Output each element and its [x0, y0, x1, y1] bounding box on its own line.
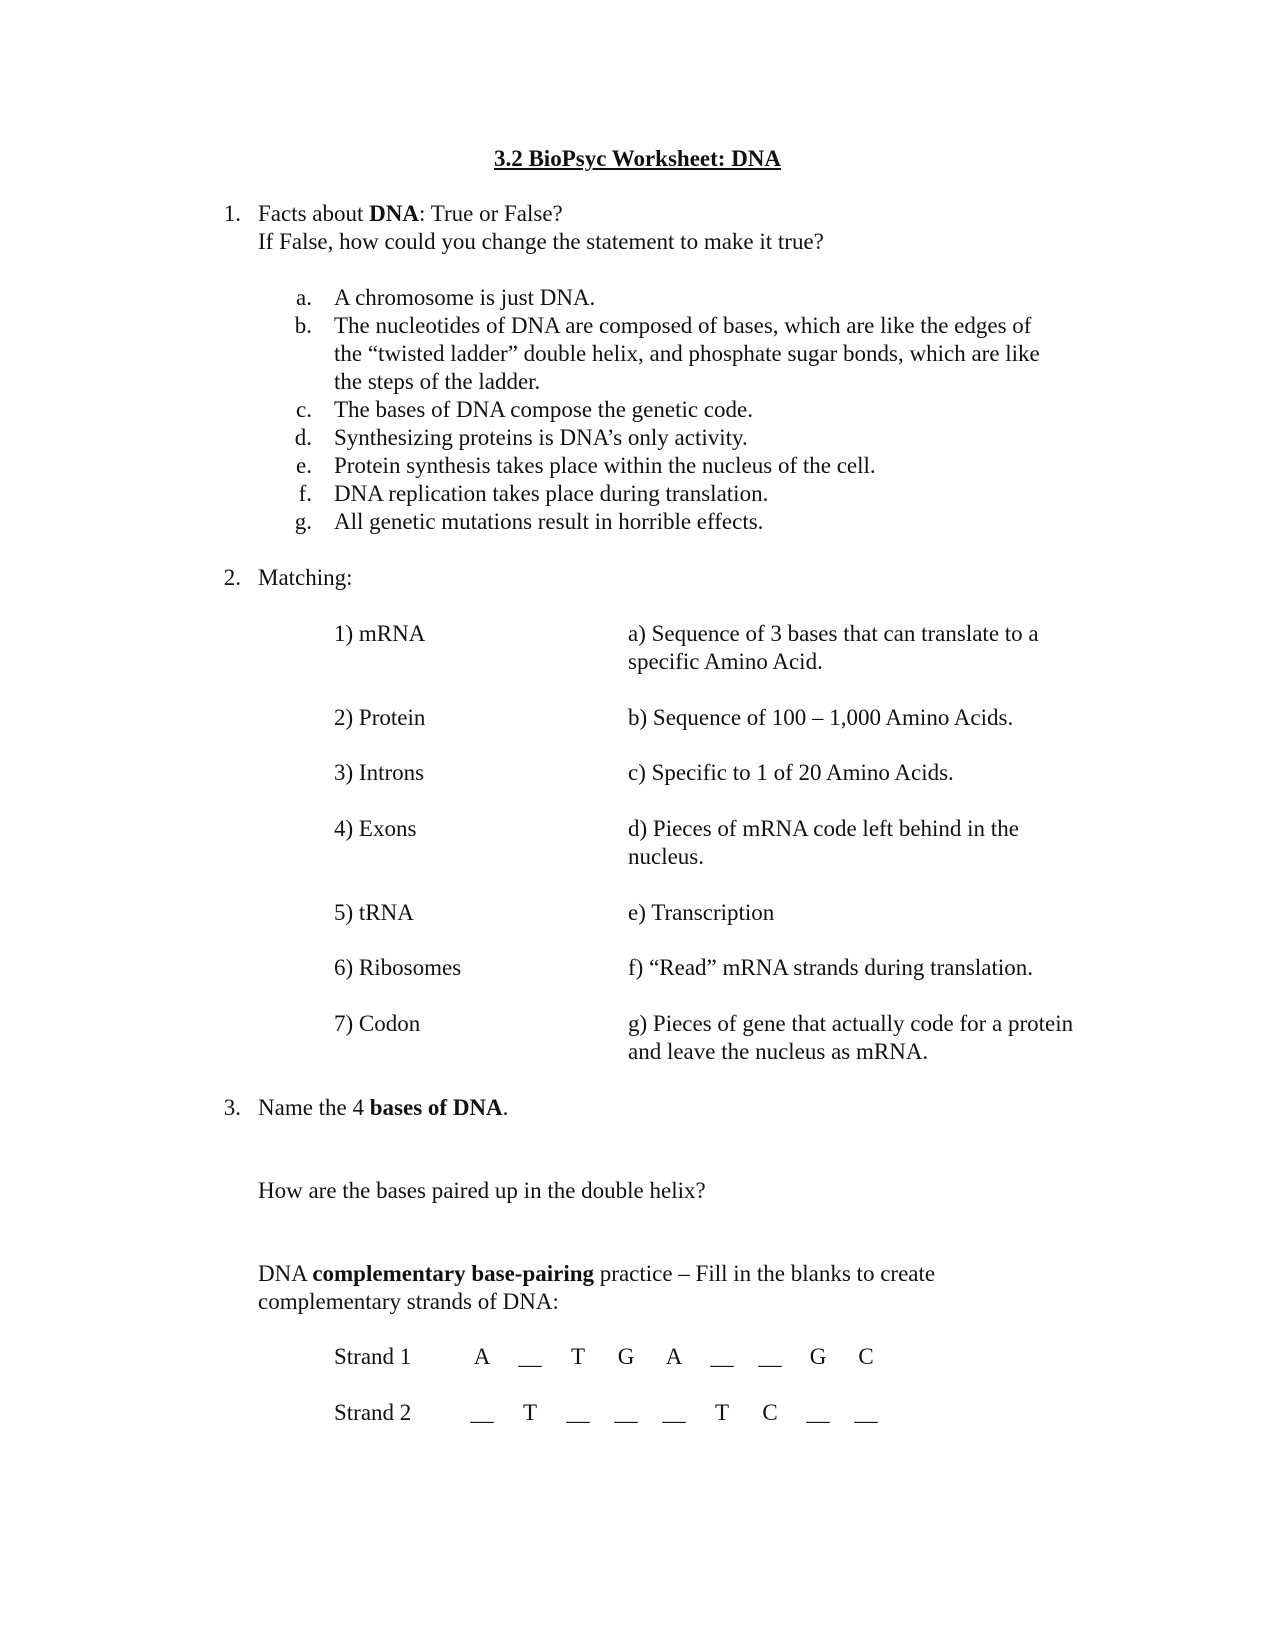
matching-definition: d) Pieces of mRNA code left behind in the nucleus.	[628, 816, 1019, 869]
matching-term: 2) Protein	[334, 705, 426, 730]
q1-item-text: The bases of DNA compose the genetic code.	[334, 397, 753, 422]
q3-prompt	[258, 1094, 508, 1122]
q1-item-text: All genetic mutations result in horrible effects.	[334, 509, 764, 534]
strand-1-base: C	[858, 1344, 874, 1369]
matching-definition: b) Sequence of 100 – 1,000 Amino Acids.	[628, 705, 1014, 730]
q1-item-text: The nucleotides of DNA are composed of bases, which are like the edges of the “twisted ladder” double helix, and phosphate sugar bonds, which are like the steps of the ladder.	[334, 313, 1040, 394]
strand-1-base: A	[665, 1344, 683, 1369]
matching-term: 6) Ribosomes	[334, 955, 462, 980]
q1-instruction: If False, how could you change the statement to make it true?	[258, 229, 824, 254]
worksheet-title: 3.2 BioPsyc Worksheet: DNA	[493, 146, 782, 171]
q3-prompt-pre: Name the 4	[258, 1095, 370, 1120]
pairing-question: How are the bases paired up in the double helix?	[258, 1178, 706, 1203]
strand-2-base: T	[522, 1400, 538, 1425]
strand-2-blank: __	[806, 1400, 830, 1425]
q1-number: 1.	[223, 201, 241, 226]
matching-definition: g) Pieces of gene that actually code for a protein and leave the nucleus as mRNA.	[628, 1011, 1074, 1064]
practice-instructions	[258, 1260, 1008, 1316]
q1-item-letter: e.	[296, 453, 312, 478]
q1-item-letter: d.	[294, 425, 312, 450]
matching-definition: c) Specific to 1 of 20 Amino Acids.	[628, 760, 954, 785]
practice-pre: DNA	[258, 1261, 313, 1286]
q1-item-text: Protein synthesis takes place within the nucleus of the cell.	[334, 453, 876, 478]
strand-1-label: Strand 1	[334, 1344, 412, 1369]
practice-post: practice – Fill in the blanks to create complementary strands of DNA:	[258, 1261, 936, 1314]
q3-prompt-post: .	[502, 1095, 509, 1120]
strand-2-blank: __	[854, 1400, 878, 1425]
strand-1-base: T	[570, 1344, 586, 1369]
strand-2-blank: __	[662, 1400, 686, 1425]
matching-definition: a) Sequence of 3 bases that can translate to a specific Amino Acid.	[628, 621, 1039, 674]
q2-label: Matching:	[258, 565, 353, 590]
q1-item-letter: a.	[296, 285, 312, 310]
matching-term: 5) tRNA	[334, 900, 414, 925]
q1-item-letter: c.	[296, 397, 312, 422]
q3-prompt-bold: bases of DNA	[369, 1095, 503, 1120]
strand-1-blank: __	[518, 1344, 542, 1369]
strand-2-label: Strand 2	[334, 1400, 412, 1425]
strand-1-base: G	[809, 1344, 827, 1369]
strand-2-blank: __	[470, 1400, 494, 1425]
strand-2-base: C	[762, 1400, 778, 1425]
q1-item-text: DNA replication takes place during translation.	[334, 481, 769, 506]
q1-item-text: A chromosome is just DNA.	[334, 285, 596, 310]
q1-item-letter: b.	[294, 313, 312, 338]
strand-1-blank: __	[758, 1344, 782, 1369]
practice-bold: complementary base-pairing	[312, 1261, 595, 1286]
q1-prompt	[258, 200, 563, 228]
matching-definition: e) Transcription	[628, 900, 775, 925]
strand-1-blank: __	[710, 1344, 734, 1369]
q1-prompt-bold: DNA	[369, 201, 419, 226]
matching-term: 3) Introns	[334, 760, 425, 785]
q1-item-text: Synthesizing proteins is DNA’s only activity.	[334, 425, 748, 450]
strand-2-base: T	[714, 1400, 730, 1425]
q2-number: 2.	[223, 565, 241, 590]
strand-2-blank: __	[566, 1400, 590, 1425]
matching-term: 4) Exons	[334, 816, 417, 841]
q1-prompt-pre: Facts about	[258, 201, 370, 226]
strand-2-blank: __	[614, 1400, 638, 1425]
matching-term: 7) Codon	[334, 1011, 421, 1036]
matching-term: 1) mRNA	[334, 621, 426, 646]
q3-number: 3.	[223, 1095, 241, 1120]
strand-1-base: G	[617, 1344, 635, 1369]
q1-item-letter: f.	[298, 481, 312, 506]
q1-item-letter: g.	[294, 509, 312, 534]
matching-definition: f) “Read” mRNA strands during translation.	[628, 955, 1033, 980]
strand-1-base: A	[473, 1344, 491, 1369]
q1-prompt-post: : True or False?	[419, 201, 563, 226]
